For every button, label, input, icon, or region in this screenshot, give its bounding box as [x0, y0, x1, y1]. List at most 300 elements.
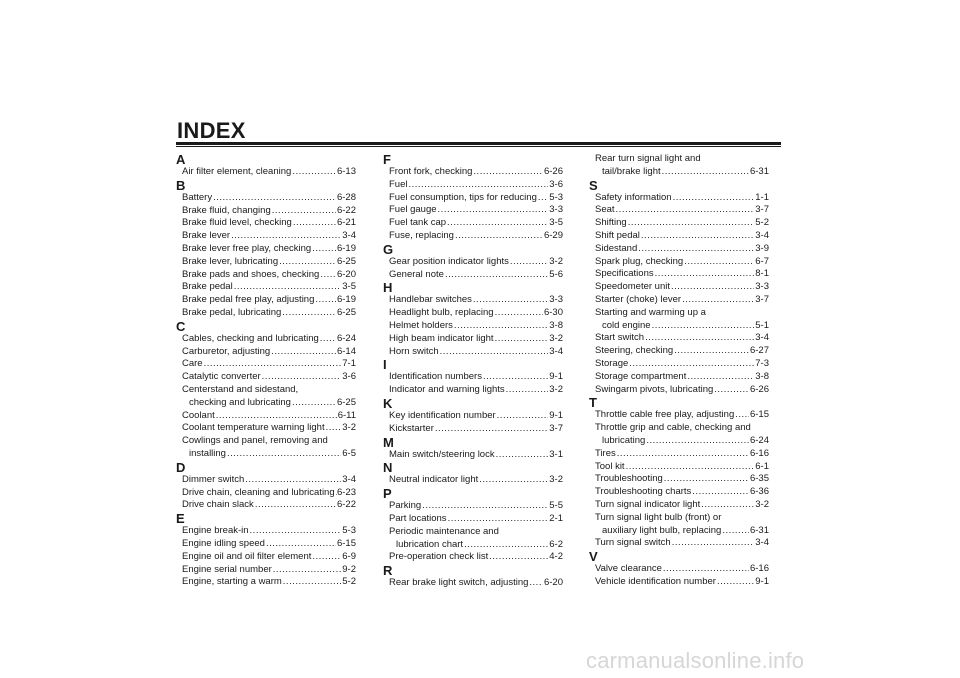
dot-leader — [496, 449, 549, 462]
dot-leader — [538, 192, 548, 205]
index-entry — [176, 499, 356, 512]
index-entry-text: Troubleshooting charts — [595, 486, 692, 498]
index-entry-text: Valve clearance — [595, 563, 662, 575]
index-entry — [383, 217, 563, 230]
index-entry-page: 7-1 — [342, 358, 356, 370]
index-entry-text: Brake pedal, lubricating — [182, 306, 282, 318]
index-entry — [589, 512, 769, 525]
index-entry-text: Tires — [595, 447, 616, 459]
index-entry-page: 6-16 — [749, 563, 769, 575]
index-entry-page: 6-24 — [336, 332, 356, 344]
index-entry — [589, 307, 769, 320]
index-entry-text: Safety information — [595, 191, 672, 203]
dot-leader — [326, 422, 342, 435]
dot-leader — [250, 525, 342, 538]
index-entry-page: 6-13 — [336, 166, 356, 177]
index-entry — [383, 449, 563, 462]
index-entry-page: 6-15 — [749, 409, 769, 421]
dot-leader — [454, 320, 548, 333]
index-entry-page: 6-25 — [336, 396, 356, 408]
index-entry-page: 9-1 — [755, 575, 769, 587]
dot-leader — [495, 333, 549, 346]
dot-leader — [312, 551, 341, 564]
index-letter-heading: V — [589, 549, 598, 565]
index-entry-text: Engine, starting a warm — [182, 576, 282, 588]
index-entry-text: Headlight bulb, replacing — [389, 307, 494, 319]
dot-leader — [283, 576, 341, 589]
index-entry-text: Turn signal switch — [595, 537, 671, 549]
index-entry — [589, 461, 769, 474]
index-entry-page: 6-1 — [755, 460, 769, 472]
dot-leader — [684, 256, 754, 269]
index-entry — [589, 499, 769, 512]
index-entry-text: Rear brake light switch, adjusting — [389, 577, 529, 589]
index-letter-heading: I — [383, 357, 387, 373]
dot-leader — [652, 320, 755, 333]
index-entry-page: 3-9 — [755, 242, 769, 254]
dot-leader — [655, 268, 755, 281]
index-entry-page: 1-1 — [755, 191, 769, 203]
index-entry — [176, 358, 356, 371]
dot-leader — [483, 371, 548, 384]
index-entry-text: Brake fluid, changing — [182, 204, 271, 216]
index-entry-text: High beam indicator light — [389, 332, 494, 344]
index-entry-page: 3-8 — [549, 319, 563, 331]
index-entry-text: Fuel gauge — [389, 204, 437, 216]
index-entry-text: Turn signal light bulb (front) or — [595, 511, 722, 523]
index-entry — [176, 307, 356, 320]
index-letter-heading: T — [589, 395, 597, 411]
index-entry — [383, 307, 563, 320]
dot-leader — [663, 563, 749, 576]
dot-leader — [692, 486, 749, 499]
index-entry — [176, 487, 356, 500]
index-entry-text: Fuel — [389, 178, 408, 190]
index-entry-page: 6-35 — [749, 473, 769, 485]
index-entry-text: Drive chain slack — [182, 499, 254, 511]
index-entry — [383, 410, 563, 423]
index-entry-text: Storage compartment — [595, 370, 687, 382]
index-entry — [176, 564, 356, 577]
dot-leader — [279, 256, 336, 269]
index-entry — [383, 192, 563, 205]
index-entry-text: Part locations — [389, 512, 447, 524]
dot-leader — [227, 448, 341, 461]
index-entry-page: 3-5 — [342, 281, 356, 293]
dot-leader — [234, 281, 342, 294]
title-rule-thin — [176, 146, 781, 147]
index-entry — [383, 320, 563, 333]
index-entry-page: 3-7 — [755, 293, 769, 305]
index-entry-text: Air filter element, cleaning — [182, 166, 292, 177]
index-entry — [589, 230, 769, 243]
title-rule — [176, 142, 781, 145]
dot-leader — [231, 230, 341, 243]
dot-leader — [422, 500, 548, 513]
index-column-2 — [383, 153, 563, 590]
dot-leader — [701, 499, 754, 512]
index-entry-page: 3-6 — [549, 178, 563, 190]
index-entry-page: 6-15 — [336, 537, 356, 549]
dot-leader — [448, 513, 549, 526]
dot-leader — [292, 397, 336, 410]
index-entry — [176, 448, 356, 461]
index-entry — [383, 500, 563, 513]
index-letter-heading: N — [383, 460, 393, 476]
dot-leader — [440, 346, 549, 359]
index-entry-text: Front fork, checking — [389, 166, 473, 177]
index-entry-text: General note — [389, 268, 444, 280]
index-entry-page: 6-2 — [549, 538, 563, 550]
index-entry — [589, 448, 769, 461]
index-entry-page: 3-7 — [549, 422, 563, 434]
index-entry — [383, 539, 563, 552]
index-entry-page: 6-29 — [543, 229, 563, 241]
index-entry-text: Dimmer switch — [182, 473, 245, 485]
index-entry-page: 6-25 — [336, 306, 356, 318]
index-entry-text: Main switch/steering lock — [389, 448, 495, 460]
index-entry — [176, 333, 356, 346]
index-entry-text: Brake lever, lubricating — [182, 255, 279, 267]
index-letter-heading: S — [589, 177, 598, 193]
dot-leader — [216, 410, 337, 423]
index-entry-page: 3-2 — [342, 422, 356, 434]
dot-leader — [506, 384, 549, 397]
dot-leader — [674, 345, 749, 358]
index-entry — [589, 563, 769, 576]
index-entry — [383, 204, 563, 217]
dot-leader — [320, 269, 336, 282]
index-entry — [176, 294, 356, 307]
dot-leader — [735, 409, 749, 422]
index-entry-text: Centerstand and sidestand, — [182, 383, 299, 395]
index-entry-page: 6-9 — [342, 550, 356, 562]
index-entry-text: Throttle grip and cable, checking and — [595, 422, 751, 434]
index-entry-page: 6-21 — [336, 217, 356, 229]
dot-leader — [687, 371, 754, 384]
dot-leader — [510, 256, 548, 269]
index-entry-page: 6-22 — [336, 204, 356, 216]
index-entry-text: Brake lever — [182, 230, 231, 242]
index-entry-page: 5-3 — [342, 525, 356, 537]
index-entry-page: 6-31 — [749, 524, 769, 536]
index-entry-text: Carburetor, adjusting — [182, 345, 271, 357]
dot-leader — [662, 166, 749, 179]
index-entry — [176, 346, 356, 359]
index-entry-text: Horn switch — [389, 345, 439, 357]
index-entry — [383, 346, 563, 359]
index-entry — [589, 576, 769, 589]
index-letter-heading: B — [176, 177, 186, 193]
page-title: INDEX — [177, 118, 246, 143]
index-entry-text: Brake fluid level, checking — [182, 217, 292, 229]
dot-leader — [245, 474, 341, 487]
index-entry — [176, 435, 356, 448]
dot-leader — [672, 537, 755, 550]
index-entry-page: 9-1 — [549, 371, 563, 383]
index-entry-text: Engine oil and oil filter element — [182, 550, 312, 562]
index-entry-text: Engine break-in — [182, 525, 249, 537]
index-entry-page: 6-11 — [337, 409, 356, 421]
index-entry-text: Identification numbers — [389, 371, 482, 383]
index-entry-text: Sidestand — [595, 242, 638, 254]
dot-leader — [320, 333, 336, 346]
index-entry-page: 3-2 — [549, 384, 563, 396]
index-entry — [589, 281, 769, 294]
dot-leader — [489, 551, 548, 564]
dot-leader — [408, 179, 548, 192]
dot-leader — [445, 269, 548, 282]
index-entry — [176, 217, 356, 230]
index-entry — [589, 371, 769, 384]
index-entry-page: 3-4 — [549, 345, 563, 357]
index-entry-text: Periodic maintenance and — [389, 525, 499, 537]
index-entry-page: 6-19 — [336, 294, 356, 306]
index-entry — [383, 333, 563, 346]
index-entry — [383, 423, 563, 436]
index-entry-text: Indicator and warning lights — [389, 384, 505, 396]
index-entry-text: Spark plug, checking — [595, 255, 684, 267]
index-entry-page: 3-8 — [755, 370, 769, 382]
index-entry-page: 5-1 — [755, 319, 769, 331]
dot-leader — [616, 204, 755, 217]
index-entry — [589, 243, 769, 256]
index-entry-text: Starting and warming up a — [595, 306, 706, 318]
index-entry-text: Troubleshooting — [595, 473, 663, 485]
index-letter-heading: P — [383, 486, 392, 502]
dot-leader — [495, 307, 543, 320]
index-letter-heading: C — [176, 318, 186, 334]
index-entry-text: Specifications — [595, 268, 654, 280]
index-entry — [176, 410, 356, 423]
index-entry-text: cold engine — [602, 319, 651, 331]
index-entry-text: Fuel consumption, tips for reducing — [389, 191, 537, 203]
dot-leader — [266, 538, 336, 551]
index-entry — [176, 256, 356, 269]
index-entry — [589, 204, 769, 217]
index-entry-page: 6-14 — [336, 345, 356, 357]
index-entry — [176, 281, 356, 294]
index-entry-text: Coolant temperature warning light — [182, 422, 325, 434]
index-entry — [176, 422, 356, 435]
index-entry-text: Throttle cable free play, adjusting — [595, 409, 735, 421]
index-letter-heading: D — [176, 459, 186, 475]
index-entry — [589, 166, 769, 179]
dot-leader — [213, 192, 336, 205]
index-entry-text: lubricating — [602, 434, 646, 446]
index-entry-text: Catalytic converter — [182, 371, 261, 383]
index-entry-text: Cables, checking and lubricating — [182, 332, 319, 344]
index-entry-text: Storage — [595, 357, 629, 369]
index-entry-page: 6-26 — [543, 166, 563, 177]
index-entry-page: 8-1 — [755, 268, 769, 280]
index-entry-text: Engine serial number — [182, 563, 272, 575]
index-entry — [176, 205, 356, 218]
index-entry — [589, 268, 769, 281]
index-entry-text: Shifting — [595, 217, 627, 229]
index-entry-text: Start switch — [595, 332, 645, 344]
index-entry-text: Brake pads and shoes, checking — [182, 268, 320, 280]
index-entry-page: 6-7 — [755, 255, 769, 267]
index-letter-heading: G — [383, 241, 394, 257]
index-entry-text: Speedometer unit — [595, 281, 670, 293]
index-entry-page: 6-19 — [336, 242, 356, 254]
index-entry-text: auxiliary light bulb, replacing — [602, 524, 722, 536]
index-entry — [383, 526, 563, 539]
index-letter-heading: M — [383, 434, 394, 450]
index-entry-page: 5-3 — [549, 191, 563, 203]
index-entry — [383, 513, 563, 526]
index-letter-heading: H — [383, 280, 393, 296]
index-letter-heading: R — [383, 563, 393, 579]
index-entry — [589, 486, 769, 499]
index-entry — [589, 384, 769, 397]
index-entry — [589, 256, 769, 269]
index-entry — [176, 230, 356, 243]
index-entry — [589, 345, 769, 358]
dot-leader — [262, 371, 342, 384]
index-entry-text: Kickstarter — [389, 422, 434, 434]
index-entry-page: 4-2 — [549, 551, 563, 563]
index-entry-page: 6-30 — [543, 307, 563, 319]
index-entry-page: 3-4 — [755, 537, 769, 549]
index-entry-text: Brake pedal free play, adjusting — [182, 294, 315, 306]
index-entry-text: Brake lever free play, checking — [182, 242, 312, 254]
dot-leader — [293, 217, 336, 230]
index-entry-page: 3-4 — [755, 229, 769, 241]
index-entry-text: Coolant — [182, 409, 215, 421]
index-entry-page: 3-3 — [755, 281, 769, 293]
index-entry — [176, 371, 356, 384]
dot-leader — [497, 410, 549, 423]
index-entry — [589, 358, 769, 371]
index-entry-page: 6-20 — [336, 268, 356, 280]
index-entry — [176, 269, 356, 282]
index-entry-page: 5-6 — [549, 268, 563, 280]
index-entry — [589, 473, 769, 486]
dot-leader — [629, 358, 754, 371]
index-letter-heading: K — [383, 395, 393, 411]
index-entry — [589, 294, 769, 307]
index-entry-text: Brake pedal — [182, 281, 233, 293]
index-entry — [589, 525, 769, 538]
index-entry — [383, 551, 563, 564]
dot-leader — [273, 564, 341, 577]
dot-leader — [664, 473, 749, 486]
index-entry-page: 6-25 — [336, 255, 356, 267]
dot-leader — [473, 294, 548, 307]
index-entry-page: 7-3 — [755, 357, 769, 369]
index-entry — [176, 525, 356, 538]
dot-leader — [315, 294, 336, 307]
dot-leader — [272, 205, 336, 218]
index-entry — [176, 243, 356, 256]
index-entry-page: 3-2 — [549, 255, 563, 267]
dot-leader — [255, 499, 336, 512]
index-entry-page: 2-1 — [549, 512, 563, 524]
index-entry — [589, 217, 769, 230]
index-entry — [176, 538, 356, 551]
index-entry-page: 3-4 — [755, 332, 769, 344]
index-entry-text: checking and lubricating — [189, 396, 291, 408]
dot-leader — [464, 539, 548, 552]
dot-leader — [271, 346, 336, 359]
index-entry-page: 6-27 — [749, 345, 769, 357]
watermark: carmanualsonline.info — [586, 648, 805, 673]
index-entry-text: Fuel tank cap — [389, 217, 447, 229]
dot-leader — [673, 192, 755, 205]
index-letter-heading: E — [176, 511, 185, 527]
index-entry — [589, 192, 769, 205]
dot-leader — [435, 423, 548, 436]
dot-leader — [671, 281, 754, 294]
index-entry-text: Neutral indicator light — [389, 474, 479, 486]
index-entry-text: Vehicle identification number — [595, 575, 716, 587]
index-entry-page: 5-2 — [755, 217, 769, 229]
index-entry — [176, 384, 356, 397]
dot-leader — [479, 474, 548, 487]
index-entry — [383, 166, 563, 179]
dot-leader — [645, 332, 754, 345]
dot-leader — [638, 243, 754, 256]
index-entry-text: Helmet holders — [389, 319, 453, 331]
index-entry-text: tail/brake light — [602, 165, 661, 177]
index-entry-page: 6-28 — [336, 191, 356, 203]
index-entry-page: 3-4 — [342, 473, 356, 485]
index-entry-page: 3-6 — [342, 371, 356, 383]
index-entry-text: Parking — [389, 500, 422, 512]
index-entry-page: 9-2 — [342, 563, 356, 575]
index-entry-text: Seat — [595, 204, 615, 216]
index-entry — [589, 320, 769, 333]
dot-leader — [447, 217, 548, 230]
index-entry-text: Pre-operation check list — [389, 551, 489, 563]
index-entry-text: Fuse, replacing — [389, 229, 454, 241]
index-entry — [589, 435, 769, 448]
index-entry-page: 3-3 — [549, 294, 563, 306]
dot-leader — [282, 307, 336, 320]
index-entry-page: 3-1 — [549, 448, 563, 460]
index-entry-page: 6-31 — [749, 165, 769, 177]
index-entry-page: 3-2 — [755, 498, 769, 510]
index-entry-page: 6-26 — [749, 383, 769, 395]
dot-leader — [722, 525, 749, 538]
index-entry — [176, 576, 356, 589]
index-entry — [176, 397, 356, 410]
dot-leader — [312, 243, 336, 256]
dot-leader — [204, 358, 342, 371]
index-entry-page: 3-3 — [549, 204, 563, 216]
index-entry-page: 6-23 — [336, 486, 356, 498]
index-entry — [176, 166, 356, 179]
index-letter-heading: F — [383, 152, 391, 167]
dot-leader — [455, 230, 543, 243]
index-entry-page: 6-22 — [336, 499, 356, 511]
index-entry-text: Turn signal indicator light — [595, 498, 701, 510]
index-entry-page: 6-24 — [749, 434, 769, 446]
index-entry — [589, 153, 769, 166]
index-entry — [589, 422, 769, 435]
index-entry-text: Handlebar switches — [389, 294, 472, 306]
dot-leader — [529, 577, 543, 590]
dot-leader — [626, 461, 755, 474]
dot-leader — [641, 230, 754, 243]
dot-leader — [682, 294, 754, 307]
index-entry-page: 3-7 — [755, 204, 769, 216]
index-entry — [383, 179, 563, 192]
index-entry — [176, 551, 356, 564]
index-entry-page: 3-5 — [549, 217, 563, 229]
